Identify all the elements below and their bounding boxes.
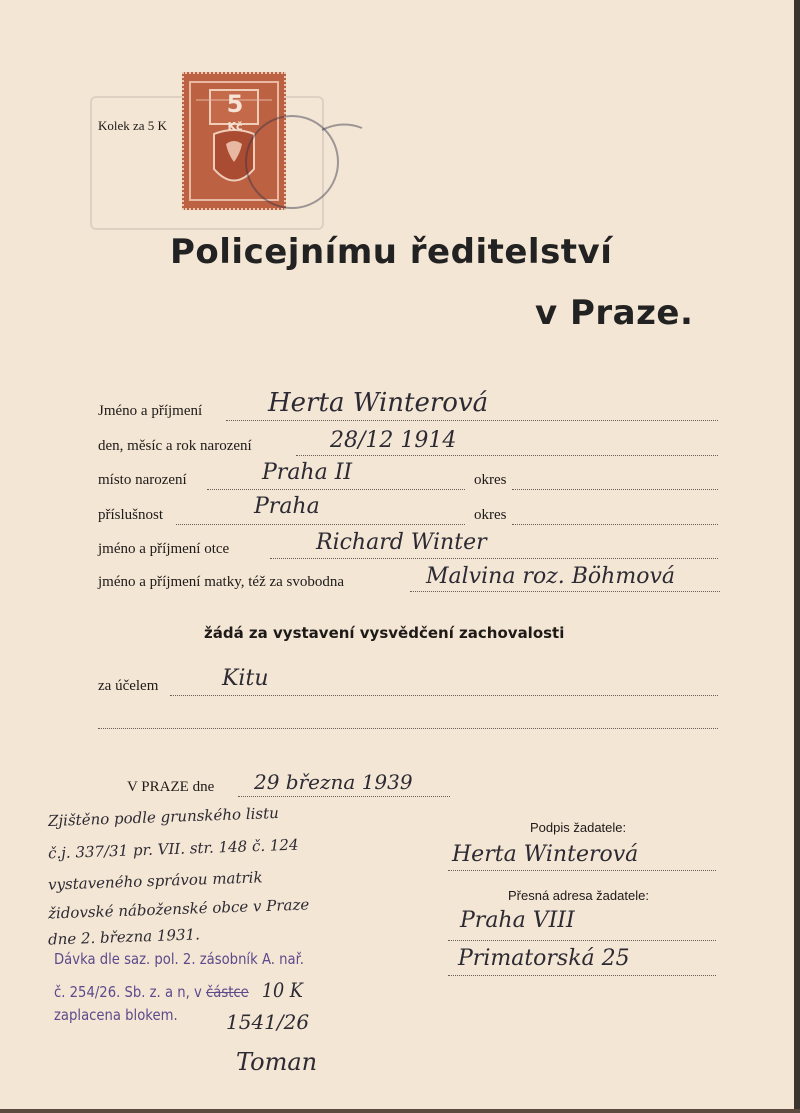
signature-label: Podpis žadatele:	[530, 820, 627, 835]
note-line-1: Zjištěno podle grunského listu	[47, 803, 280, 831]
reference-number: 1541/26	[226, 1010, 310, 1034]
address-label: Přesná adresa žadatele:	[508, 888, 649, 903]
postmark-icon	[232, 110, 372, 220]
request-text: žádá za vystavení vysvědčení zachovalosti	[204, 624, 565, 642]
fee-stamp-line-3: zaplacena blokem.	[54, 1006, 178, 1024]
name-value: Herta Winterová	[268, 388, 489, 418]
father-value: Richard Winter	[316, 530, 487, 555]
page-title: Policejnímu ředitelství	[170, 232, 613, 272]
fee-stamp-line-2-text: č. 254/26. Sb. z. a n, v	[54, 983, 202, 1001]
address-line-1	[448, 940, 716, 941]
scan-edge-bottom	[0, 1109, 800, 1113]
fee-stamp-amount: 10 K	[261, 978, 303, 1002]
mother-line	[410, 591, 720, 592]
mother-value: Malvina roz. Böhmová	[426, 564, 675, 589]
father-line	[270, 558, 718, 559]
fee-stamp-line-2	[54, 978, 303, 1002]
purpose-label: za účelem	[98, 678, 159, 694]
address-value-2: Primatorská 25	[458, 946, 630, 971]
note-line-4: židovské náboženské obce v Praze	[47, 895, 310, 923]
note-line-5: dne 2. března 1931.	[47, 925, 201, 949]
date-label: V PRAZE dne	[127, 779, 215, 795]
official-signature: Toman	[236, 1048, 318, 1076]
address-line-2	[448, 975, 716, 976]
signature-line	[448, 870, 716, 871]
scan-edge-right	[794, 0, 800, 1113]
note-line-2: č.j. 337/31 pr. VII. str. 148 č. 124	[47, 835, 299, 863]
fee-stamp-line-1: Dávka dle saz. pol. 2. zásobník A. nař.	[54, 950, 305, 968]
birth-value: 28/12 1914	[330, 428, 457, 453]
signature-value: Herta Winterová	[452, 842, 639, 867]
stamp-currency: Kč	[227, 120, 243, 133]
page-title-line2: v Praze.	[535, 293, 694, 333]
address-value-1: Praha VIII	[460, 908, 575, 933]
birthplace-label: místo narození	[98, 472, 187, 488]
residence-label: příslušnost	[98, 507, 164, 523]
birthplace-district-label: okres	[474, 472, 507, 488]
birthplace-line	[207, 489, 465, 490]
residence-value: Praha	[254, 494, 320, 519]
name-line	[226, 420, 718, 421]
father-label: jméno a příjmení otce	[98, 541, 230, 557]
purpose-value: Kitu	[222, 666, 269, 691]
date-line	[238, 796, 450, 797]
note-line-3: vystaveného správou matrik	[47, 868, 263, 894]
date-value: 29 března 1939	[254, 770, 413, 794]
residence-district-label: okres	[474, 507, 507, 523]
residence-line	[176, 524, 465, 525]
purpose-line-2	[98, 728, 718, 729]
purpose-line	[170, 695, 718, 696]
fee-stamp-struck-word: částce	[206, 983, 249, 1001]
revenue-stamp-label: Kolek za 5 K	[98, 118, 167, 133]
residence-district-line	[512, 524, 718, 525]
birthplace-district-line	[512, 489, 718, 490]
birth-line	[296, 455, 718, 456]
birthplace-value: Praha II	[262, 460, 353, 485]
mother-label: jméno a příjmení matky, též za svobodna	[98, 574, 345, 590]
birth-label: den, měsíc a rok narození	[98, 438, 252, 454]
name-label: Jméno a příjmení	[98, 403, 203, 419]
stamp-denomination: 5	[226, 90, 244, 118]
